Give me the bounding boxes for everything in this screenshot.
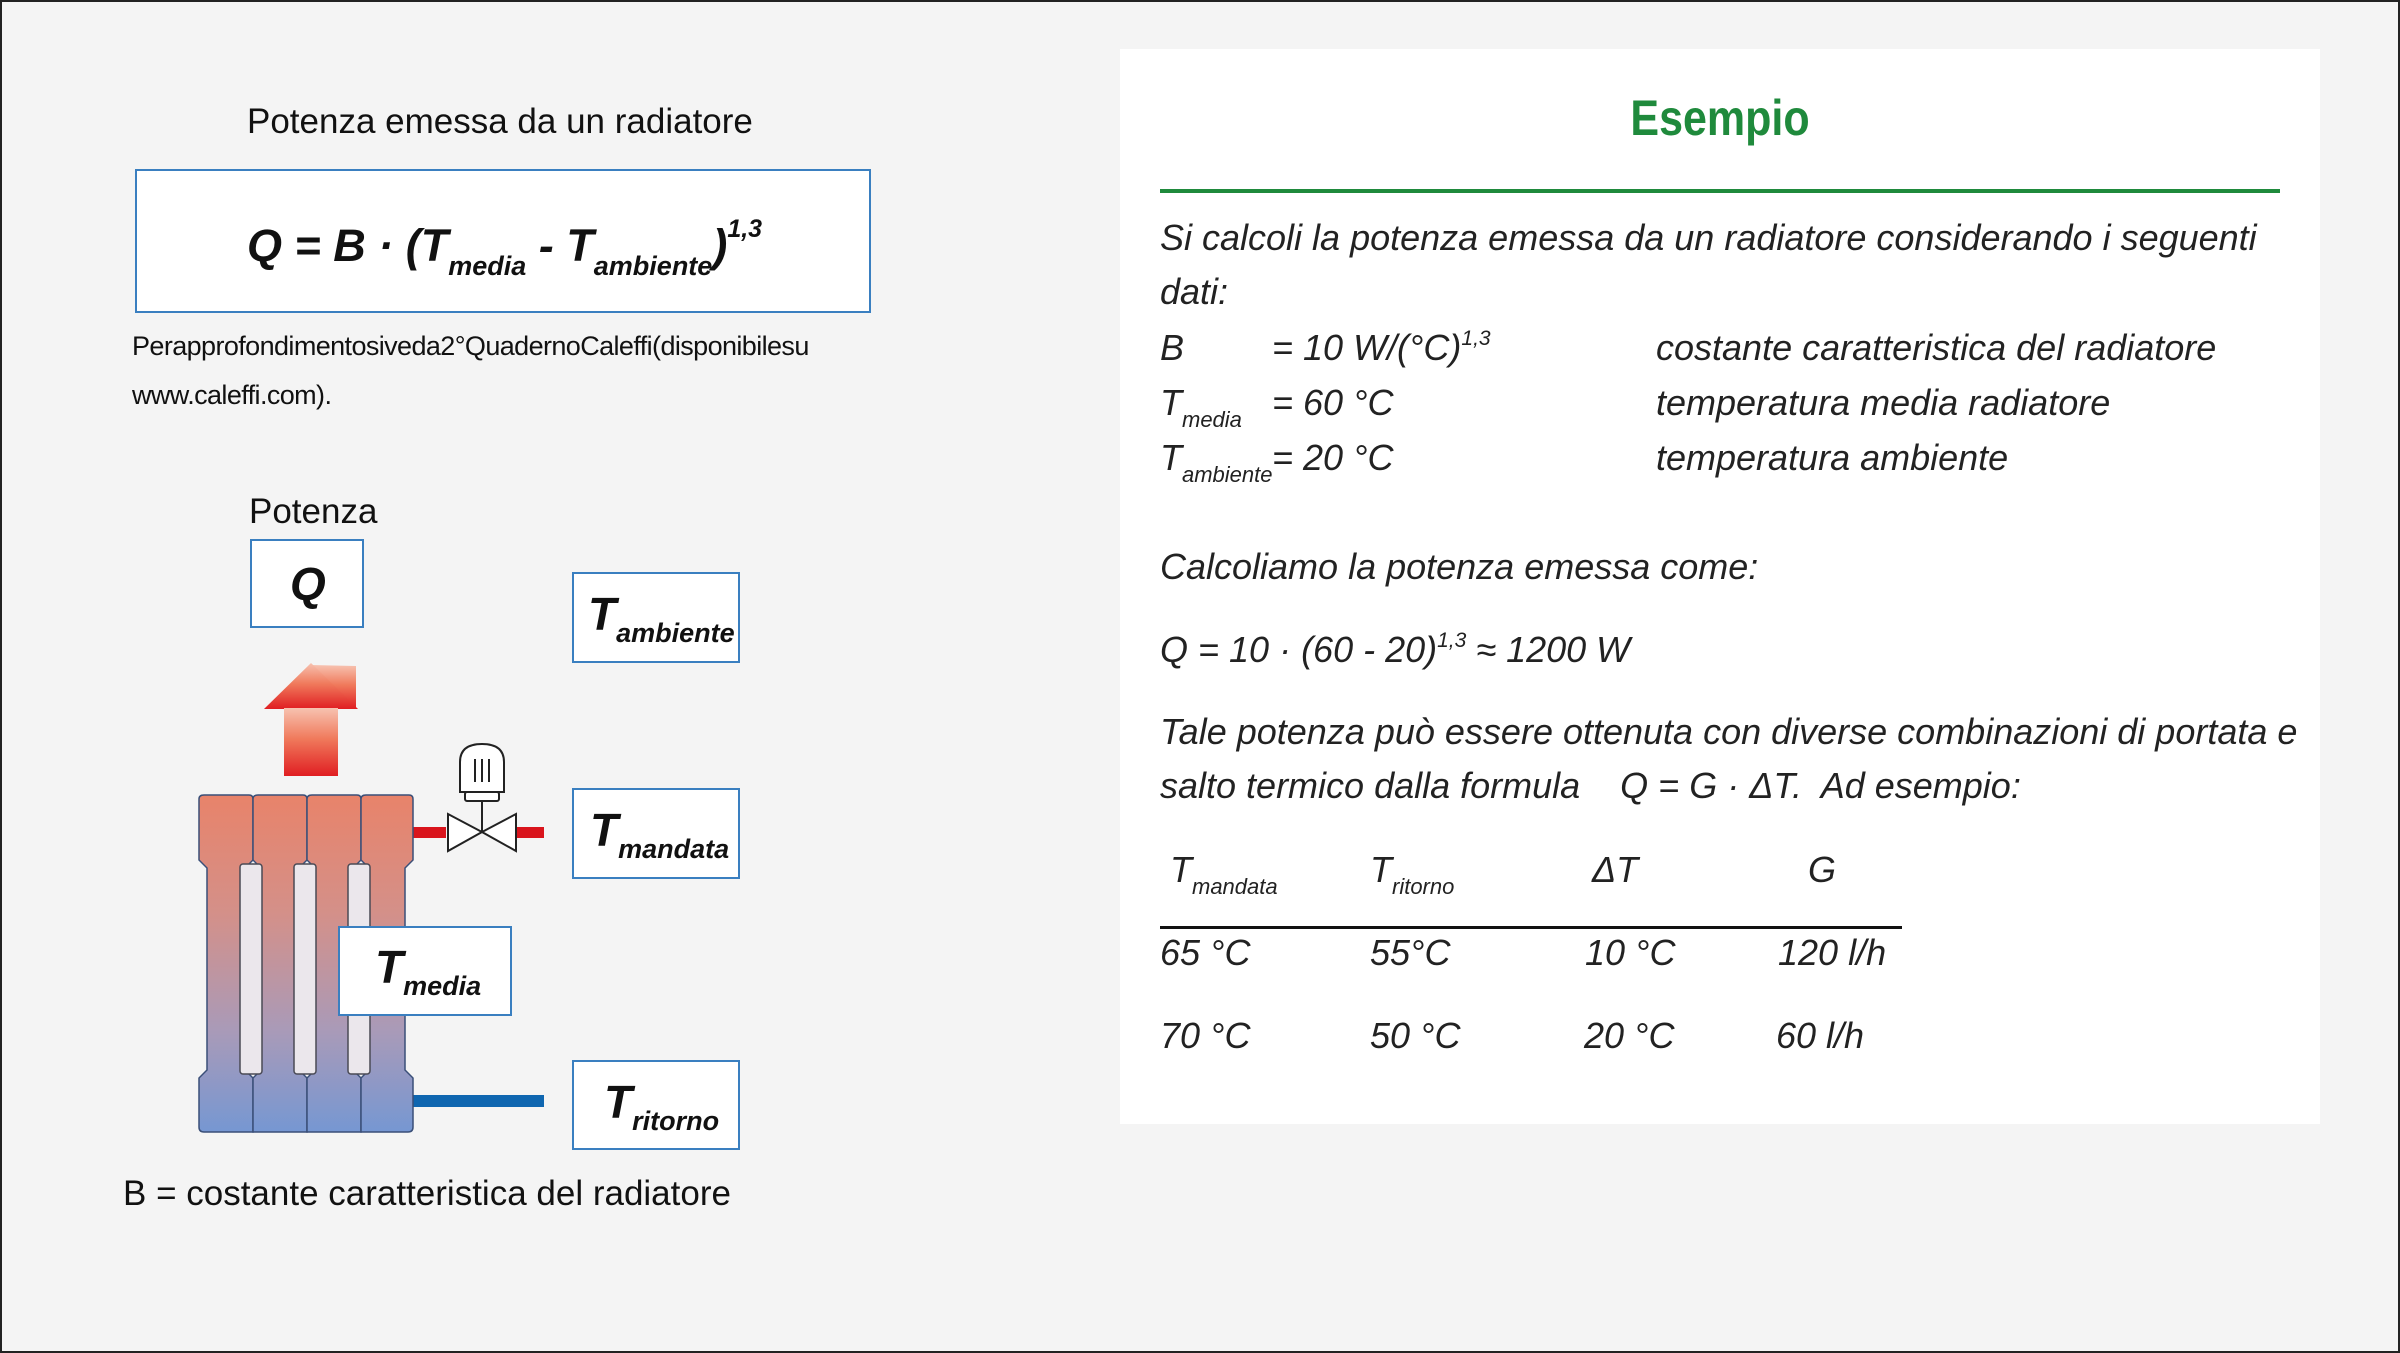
b-constant-label: B = costante caratteristica del radiatore — [123, 1174, 731, 1213]
calc-intro: Calcoliamo la potenza emessa come: — [1160, 546, 1759, 587]
supply-pipe-right — [516, 827, 544, 838]
reference-note: Perapprofondimentosiveda2°QuadernoCaleffi(disponibilesu www.caleffi.com). — [132, 331, 809, 410]
t-ritorno-box: $T_{ritorno}$ — [572, 1060, 740, 1150]
power-formula: $Q = B \cdot (T_{media} - T_{ambiente})^{1,3}$ — [247, 215, 763, 281]
table-header: $T_{mandata}$ — [1170, 849, 1278, 899]
combo-line-2: salto termico dalla formula Q = G · ΔT. Ad esempio: — [1160, 765, 2021, 806]
intro-line-2: dati: — [1160, 271, 1229, 312]
table-cell: 55°C — [1370, 932, 1451, 973]
t-mandata-box: $T_{mandata}$ — [572, 788, 740, 879]
table-header-rule — [1160, 926, 1902, 929]
table-cell: 20 °C — [1584, 1015, 1675, 1056]
table-cell: 60 l/h — [1776, 1015, 1865, 1056]
table-header: ΔT — [1592, 849, 1639, 890]
table-cell: 65 °C — [1160, 932, 1251, 973]
title-divider — [1160, 189, 2280, 193]
t-media-box: $T_{media}$ — [338, 926, 512, 1016]
table-cell: 10 °C — [1585, 932, 1676, 973]
thermostatic-valve-icon — [448, 744, 516, 851]
table-header: $T_{ritorno}$ — [1370, 849, 1455, 899]
table-cell: 120 l/h — [1778, 932, 1887, 973]
table-cell: 50 °C — [1370, 1015, 1461, 1056]
return-pipe — [408, 1095, 544, 1107]
q-box: Q — [250, 539, 364, 628]
calc-formula: Q = 10 · (60 - 20)$^{1,3}$ ≈ 1200 W — [1160, 629, 1631, 670]
formula-title: Potenza emessa da un radiatore — [247, 102, 753, 141]
potenza-label: Potenza — [249, 492, 378, 531]
t-ambiente-box: $T_{ambiente}$ — [572, 572, 740, 663]
table-cell: 70 °C — [1160, 1015, 1251, 1056]
table-header: G — [1808, 849, 1837, 890]
combo-line-1: Tale potenza può essere ottenuta con diverse combinazioni di portata e — [1160, 711, 2298, 752]
heat-arrow-shaft — [284, 708, 338, 776]
radiator-diagram — [2, 2, 1102, 1242]
example-panel: Esempio Si calcoli la potenza emessa da un radiatore considerando i seguenti dati: B = 10 $W/(^\circ C)^{1,3}$ costante caratteristica del radiatore $T_{media}$ = 60 °C temperatura media radiatore $T_{ambiente}$ = 20 °C temperatura ambiente Calcoliamo la potenza emessa come: Q = 10 · (60 - 20)$^{1,3}$ ≈ 1200 W Tale potenza può essere ottenuta con diverse combinazioni di portata e salto termico dalla formula Q = G · ΔT. Ad esempio: $T_{mandata}$ $T_{ritorno}$ ΔT G 65 °C 55°C 10 °C 120 l/h 70 °C 50 °C 20 °C 60 l/h — [1120, 49, 2320, 1124]
intro-line-1: Si calcoli la potenza emessa da un radiatore considerando i seguenti — [1160, 217, 2257, 258]
example-title: Esempio — [1630, 90, 1810, 146]
